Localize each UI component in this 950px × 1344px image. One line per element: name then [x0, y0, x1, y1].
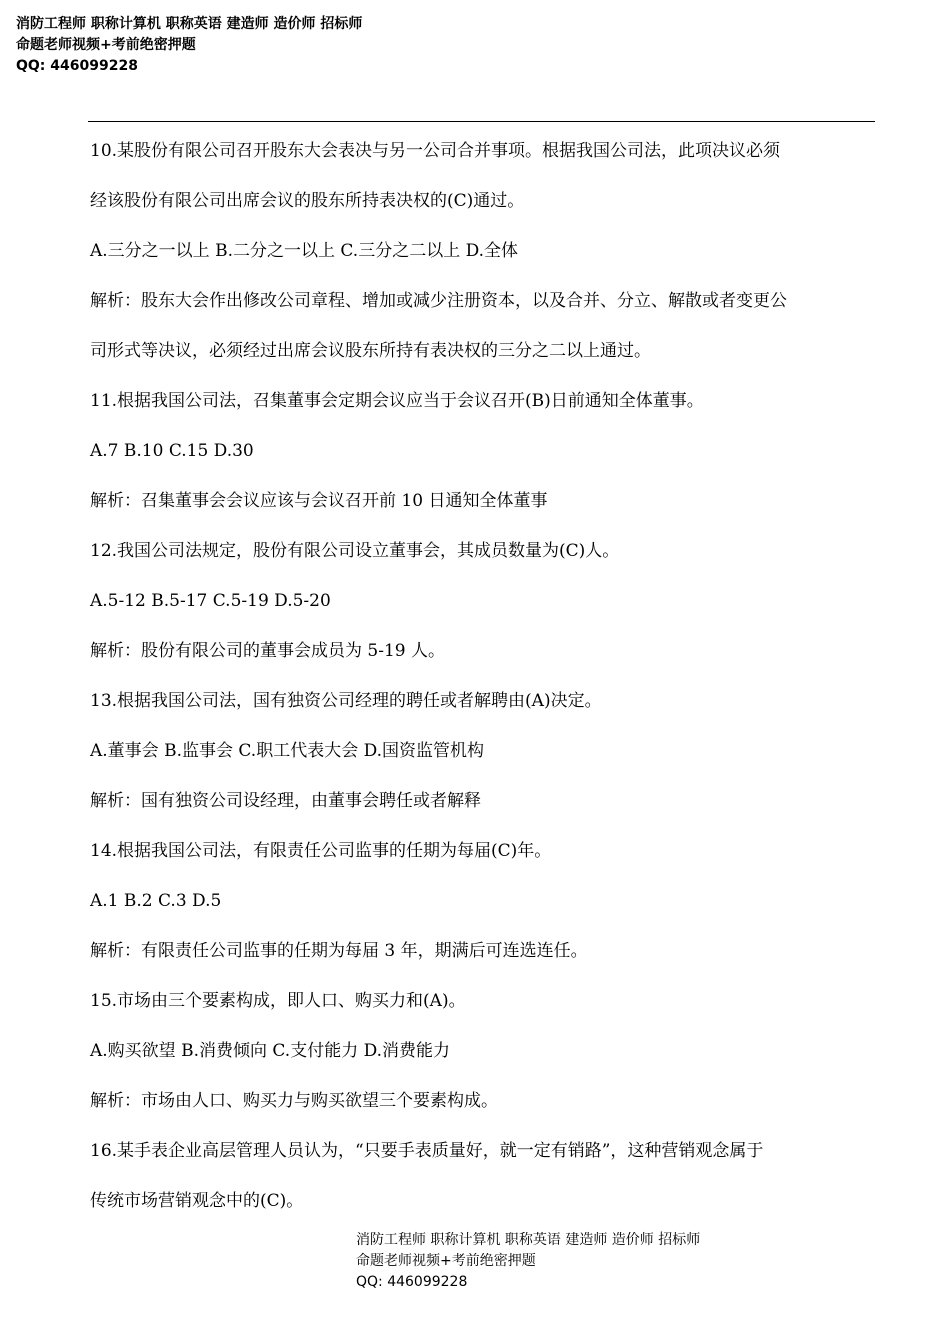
question-14-analysis: 解析：有限责任公司监事的任期为每届 3 年，期满后可连选连任。 [90, 941, 588, 961]
question-12-analysis: 解析：股份有限公司的董事会成员为 5-19 人。 [90, 641, 445, 661]
question-16-text-2: 传统市场营销观念中的(C)。 [90, 1191, 304, 1211]
question-16-text-1: 16.某手表企业高层管理人员认为，“只要手表质量好，就一定有销路”，这种营销观念属于 [90, 1141, 764, 1161]
question-14-text: 14.根据我国公司法，有限责任公司监事的任期为每届(C)年。 [90, 841, 552, 861]
header-line-3: QQ: 446099228 [16, 58, 138, 74]
question-10-analysis-2: 司形式等决议，必须经过出席会议股东所持有表决权的三分之二以上通过。 [90, 341, 651, 361]
question-11-analysis: 解析：召集董事会会议应该与会议召开前 10 日通知全体董事 [90, 491, 548, 511]
footer-line-2: 命题老师视频+考前绝密押题 [356, 1253, 536, 1269]
question-15-text: 15.市场由三个要素构成，即人口、购买力和(A)。 [90, 991, 466, 1011]
question-13-options: A.董事会 B.监事会 C.职工代表大会 D.国资监管机构 [90, 741, 485, 761]
footer-line-1: 消防工程师 职称计算机 职称英语 建造师 造价师 招标师 [356, 1232, 701, 1248]
question-10-text-1: 10.某股份有限公司召开股东大会表决与另一公司合并事项。根据我国公司法，此项决议必须 [90, 141, 781, 161]
question-12-options: A.5-12 B.5-17 C.5-19 D.5-20 [90, 591, 331, 611]
question-11-options: A.7 B.10 C.15 D.30 [90, 441, 254, 461]
question-12-text: 12.我国公司法规定，股份有限公司设立董事会，其成员数量为(C)人。 [90, 541, 620, 561]
question-10-text-2: 经该股份有限公司出席会议的股东所持表决权的(C)通过。 [90, 191, 525, 211]
question-11-text: 11.根据我国公司法，召集董事会定期会议应当于会议召开(B)日前通知全体董事。 [90, 391, 704, 411]
page-header [16, 14, 362, 77]
header-line-1: 消防工程师 职称计算机 职称英语 建造师 造价师 招标师 [16, 16, 363, 32]
footer-line-3: QQ: 446099228 [356, 1274, 468, 1290]
document-body [90, 126, 875, 1226]
header-line-2: 命题老师视频+考前绝密押题 [16, 37, 196, 53]
question-15-options: A.购买欲望 B.消费倾向 C.支付能力 D.消费能力 [90, 1041, 451, 1061]
question-13-analysis: 解析：国有独资公司设经理，由董事会聘任或者解释 [90, 791, 481, 811]
question-14-options: A.1 B.2 C.3 D.5 [90, 891, 222, 911]
question-10-analysis-1: 解析：股东大会作出修改公司章程、增加或减少注册资本，以及合并、分立、解散或者变更公 [90, 291, 787, 311]
header-divider [88, 121, 875, 122]
question-13-text: 13.根据我国公司法，国有独资公司经理的聘任或者解聘由(A)决定。 [90, 691, 602, 711]
question-15-analysis: 解析：市场由人口、购买力与购买欲望三个要素构成。 [90, 1091, 498, 1111]
question-10-options: A.三分之一以上 B.二分之一以上 C.三分之二以上 D.全体 [90, 241, 519, 261]
page-footer [356, 1230, 700, 1293]
